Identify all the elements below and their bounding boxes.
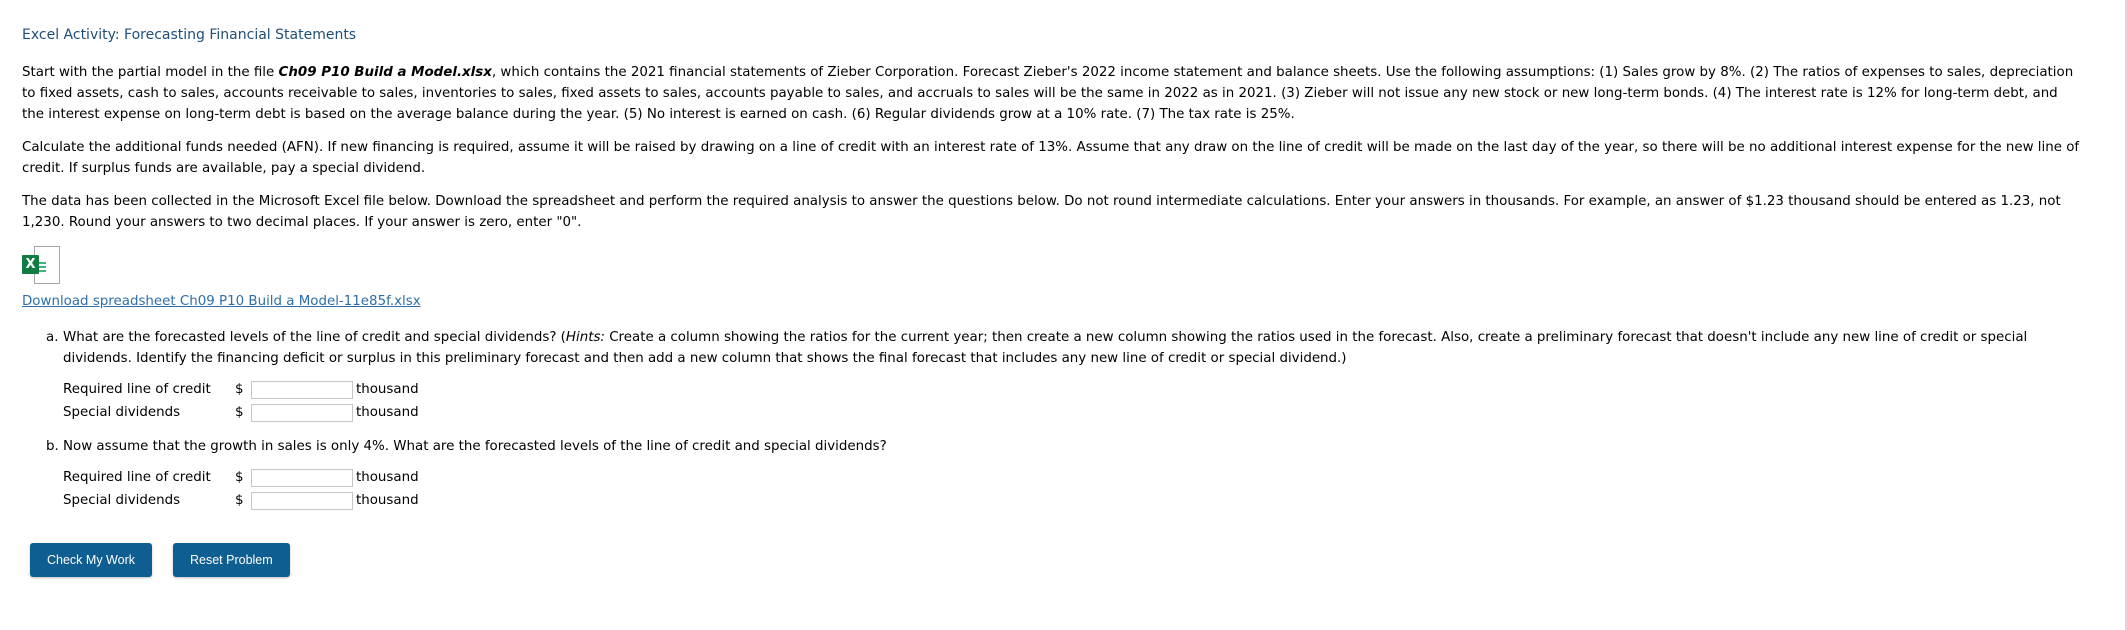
reset-problem-button[interactable]: Reset Problem <box>173 543 290 577</box>
intro-p1-prefix: Start with the partial model in the file <box>22 65 279 80</box>
answer-input-a-line-of-credit[interactable] <box>251 381 353 399</box>
answer-input-b-line-of-credit[interactable] <box>251 469 353 487</box>
answer-label: Special dividends <box>63 405 181 420</box>
answer-row-a-line-of-credit <box>63 378 2082 401</box>
question-a-answers <box>63 378 2082 424</box>
answer-input-b-special-dividends[interactable] <box>251 492 353 510</box>
currency-symbol: $ <box>235 470 244 485</box>
answer-row-b-line-of-credit <box>63 466 2082 489</box>
answer-input-a-special-dividends[interactable] <box>251 404 353 422</box>
currency-symbol: $ <box>235 382 244 397</box>
question-b-answers <box>63 466 2082 512</box>
currency-symbol: $ <box>235 493 244 508</box>
question-b-label: b. <box>46 439 59 454</box>
answer-label: Special dividends <box>63 493 181 508</box>
answer-label: Required line of credit <box>63 470 211 485</box>
unit-label: thousand <box>356 493 419 508</box>
excel-x-badge: X <box>22 255 39 274</box>
question-b <box>46 436 2082 457</box>
answer-label: Required line of credit <box>63 382 211 397</box>
intro-filename: Ch09 P10 Build a Model.xlsx <box>278 65 492 80</box>
check-my-work-button[interactable]: Check My Work <box>30 543 152 577</box>
unit-label: thousand <box>356 405 419 420</box>
download-spreadsheet-link[interactable]: Download spreadsheet Ch09 P10 Build a Model-11e85f.xlsx <box>22 294 421 309</box>
question-a-label: a. <box>46 330 59 345</box>
intro-paragraph-2: Calculate the additional funds needed (AFN). If new financing is required, assume it will be raised by drawing on a line of credit with an interest rate of 13%. Assume that any draw on the line of credit will be made on the last day of the year, so there will be no additional interest expense for the new line of credit. If surplus funds are available, pay a special dividend. <box>22 140 2080 176</box>
currency-symbol: $ <box>235 405 244 420</box>
intro-p1-suffix: , which contains the 2021 financial statements of Zieber Corporation. Forecast Zieber's 2022 income statement and balance sheets. Use the following assumptions: (1) Sales grow by 8%. (2) The ratios of expenses to sales, depreciation to fixed assets, cash to sales, accounts receivable to sales, inventories to sales, fixed assets to sales, accounts payable to sales, and accruals to sales will be the same in 2022 as in 2021. (3) Zieber will not issue any new stock or new long-term bonds. (4) The interest rate is 12% for long-term debt, and the interest expense on long-term debt is based on the average balance during the year. (5) No interest is earned on cash. (6) Regular dividends grow at a 10% rate. (7) The tax rate is 25%. <box>22 65 2074 122</box>
problem-content <box>22 25 2082 577</box>
intro-paragraph-3: The data has been collected in the Microsoft Excel file below. Download the spreadsheet and perform the required analysis to answer the questions below. Do not round intermediate calculations. Enter your answers in thousands. For example, an answer of $1.23 thousand should be entered as 1.23, not 1,230. Round your answers to two decimal places. If your answer is zero, enter "0". <box>22 194 2061 230</box>
excel-file-icon[interactable] <box>22 246 62 290</box>
answer-row-a-special-dividends <box>63 401 2082 424</box>
question-a-hint-label: Hints: <box>565 330 605 345</box>
unit-label: thousand <box>356 382 419 397</box>
activity-title: Excel Activity: Forecasting Financial Statements <box>22 27 357 43</box>
answer-row-b-special-dividends <box>63 489 2082 512</box>
intro-paragraph-1 <box>22 62 2082 125</box>
question-b-text: Now assume that the growth in sales is only 4%. What are the forecasted levels of the line of credit and special dividends? <box>63 439 887 454</box>
unit-label: thousand <box>356 470 419 485</box>
question-a <box>46 327 2082 369</box>
question-a-text-prefix: What are the forecasted levels of the line of credit and special dividends? ( <box>63 330 566 345</box>
action-buttons <box>30 543 2082 577</box>
question-a-text-suffix: Create a column showing the ratios for the current year; then create a new column showing the ratios used in the forecast. Also, create a preliminary forecast that doesn't include any new line of credit or special dividends. Identify the financing deficit or surplus in this preliminary forecast and then add a new column that shows the final forecast that includes any new line of credit or special dividend.) <box>63 330 2028 366</box>
